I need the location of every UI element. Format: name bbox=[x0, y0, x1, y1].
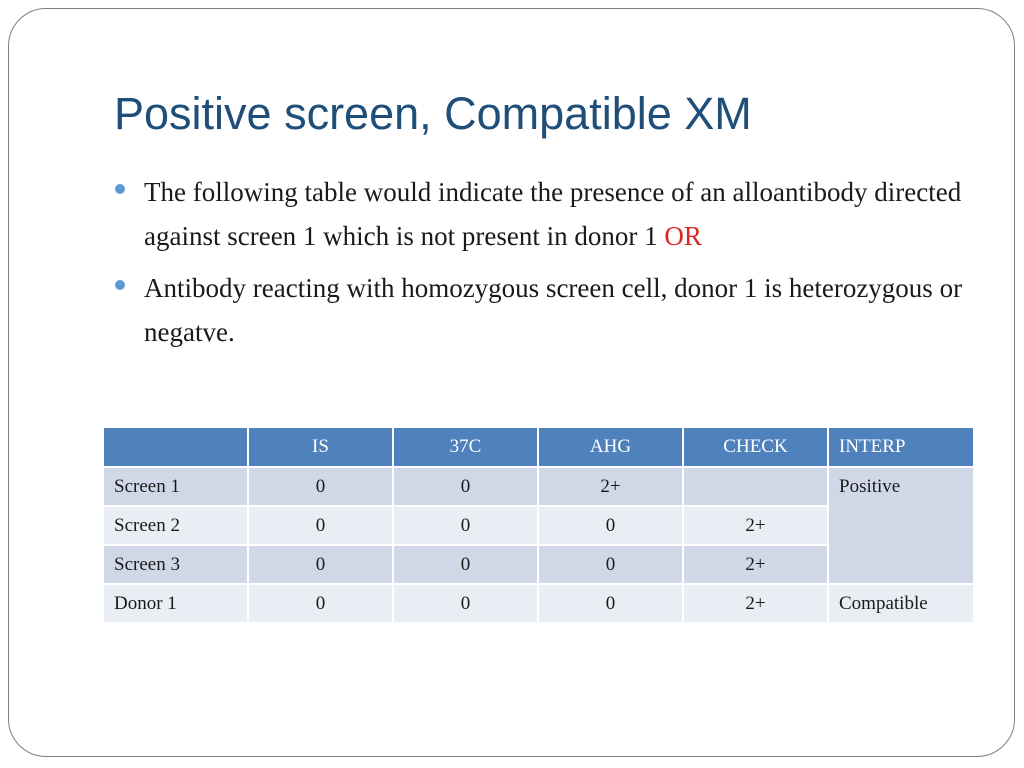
table-row bbox=[103, 584, 974, 623]
bullet-text: Antibody reacting with homozygous screen cell, donor 1 is heterozygous or negatve. bbox=[144, 273, 963, 347]
table-row bbox=[103, 467, 974, 506]
cell-is: 0 bbox=[248, 506, 393, 545]
bullet-item bbox=[112, 170, 972, 258]
cell-37c: 0 bbox=[393, 467, 538, 506]
bullet-text: The following table would indicate the presence of an alloantibody directed against screen 1 which is not present in donor 1 bbox=[144, 177, 962, 251]
interp-donor: Compatible bbox=[828, 584, 974, 623]
header-check: CHECK bbox=[683, 427, 828, 467]
bullet-emphasis: OR bbox=[664, 221, 702, 251]
cell-ahg: 0 bbox=[538, 506, 683, 545]
header-interp: INTERP bbox=[828, 427, 974, 467]
cell-ahg: 0 bbox=[538, 584, 683, 623]
bullet-dot-icon bbox=[115, 184, 125, 194]
cell-is: 0 bbox=[248, 584, 393, 623]
cell-check: 2+ bbox=[683, 506, 828, 545]
row-label: Donor 1 bbox=[103, 584, 248, 623]
cell-37c: 0 bbox=[393, 584, 538, 623]
cell-is: 0 bbox=[248, 467, 393, 506]
table-header-row bbox=[103, 427, 974, 467]
cell-check: 2+ bbox=[683, 584, 828, 623]
cell-ahg: 2+ bbox=[538, 467, 683, 506]
row-label: Screen 1 bbox=[103, 467, 248, 506]
cell-check: 2+ bbox=[683, 545, 828, 584]
row-label: Screen 2 bbox=[103, 506, 248, 545]
cell-ahg: 0 bbox=[538, 545, 683, 584]
bullet-list bbox=[112, 170, 972, 362]
cell-37c: 0 bbox=[393, 545, 538, 584]
results-table bbox=[102, 426, 975, 624]
cell-37c: 0 bbox=[393, 506, 538, 545]
header-blank bbox=[103, 427, 248, 467]
row-label: Screen 3 bbox=[103, 545, 248, 584]
cell-check bbox=[683, 467, 828, 506]
header-is: IS bbox=[248, 427, 393, 467]
header-37c: 37C bbox=[393, 427, 538, 467]
bullet-item bbox=[112, 266, 972, 354]
slide-title: Positive screen, Compatible XM bbox=[114, 88, 752, 139]
header-ahg: AHG bbox=[538, 427, 683, 467]
interp-screens: Positive bbox=[828, 467, 974, 584]
cell-is: 0 bbox=[248, 545, 393, 584]
bullet-dot-icon bbox=[115, 280, 125, 290]
